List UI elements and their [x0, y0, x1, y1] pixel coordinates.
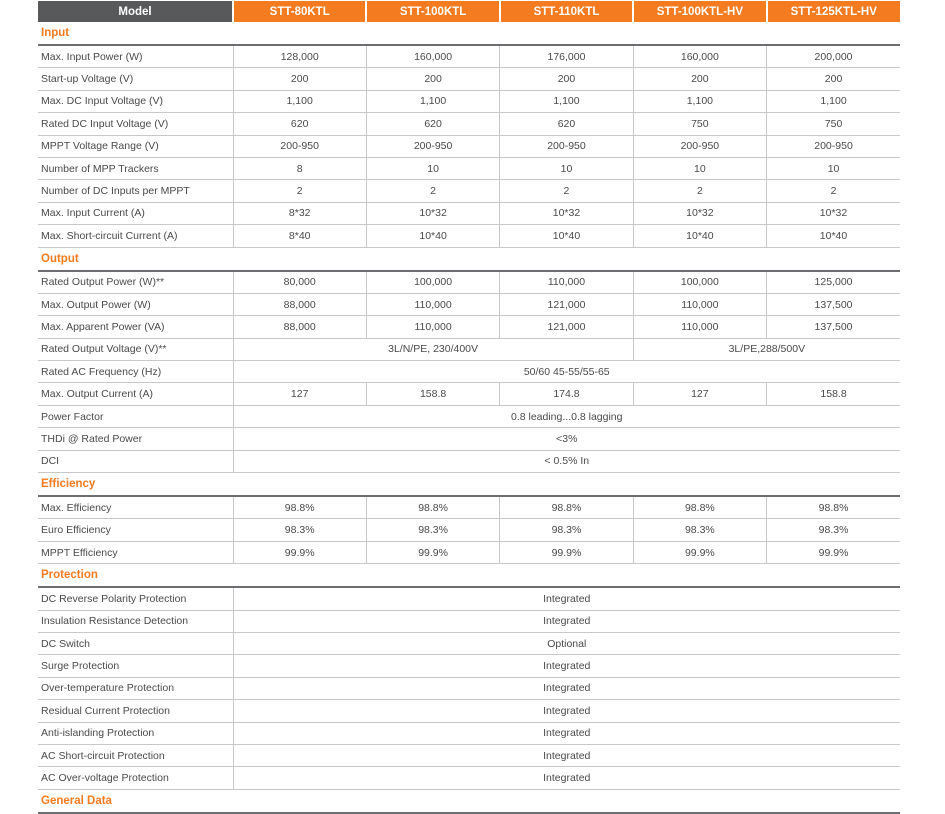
spec-value: 98.3% — [366, 519, 499, 541]
spec-value: 98.3% — [767, 519, 900, 541]
spec-value: 2 — [767, 180, 900, 202]
spec-value: 1,100 — [633, 90, 766, 112]
spec-label: Max. Short-circuit Current (A) — [38, 225, 233, 247]
spec-value: 99.9% — [633, 541, 766, 563]
spec-value: 10*40 — [633, 225, 766, 247]
spec-row — [38, 541, 900, 563]
model-name: STT-125KTL-HV — [767, 1, 900, 22]
spec-label: Max. DC Input Voltage (V) — [38, 90, 233, 112]
spec-value: 200 — [767, 68, 900, 90]
spec-row — [38, 316, 900, 338]
spec-label: AC Over-voltage Protection — [38, 767, 233, 789]
spec-label: Euro Efficiency — [38, 519, 233, 541]
spec-value: 1,100 — [500, 90, 633, 112]
spec-row — [38, 135, 900, 157]
model-name: STT-110KTL — [500, 1, 633, 22]
spec-value: 176,000 — [500, 45, 633, 68]
spec-row — [38, 202, 900, 224]
spec-value: 158.8 — [767, 383, 900, 405]
spec-value: 750 — [633, 113, 766, 135]
spec-label: DC Reverse Polarity Protection — [38, 587, 233, 610]
spec-value: 620 — [500, 113, 633, 135]
spec-value: 128,000 — [233, 45, 366, 68]
spec-label: DCI — [38, 450, 233, 472]
model-name: STT-80KTL — [233, 1, 366, 22]
spec-value: 8 — [233, 157, 366, 179]
spec-label: AC Short-circuit Protection — [38, 744, 233, 766]
spec-label: Over-temperature Protection — [38, 677, 233, 699]
spec-value: 88,000 — [233, 293, 366, 315]
spec-label: Rated Output Voltage (V)** — [38, 338, 233, 360]
spec-row — [38, 519, 900, 541]
spec-value: 99.9% — [500, 541, 633, 563]
spec-label: DC Switch — [38, 632, 233, 654]
spec-row — [38, 271, 900, 294]
spec-label: Anti-islanding Protection — [38, 722, 233, 744]
spec-row — [38, 361, 900, 383]
spec-value: 10*32 — [633, 202, 766, 224]
spec-value: 10*40 — [500, 225, 633, 247]
spec-value: 10 — [500, 157, 633, 179]
spec-row — [38, 383, 900, 405]
spec-label: Number of DC Inputs per MPPT — [38, 180, 233, 202]
spec-row — [38, 90, 900, 112]
spec-label: Max. Apparent Power (VA) — [38, 316, 233, 338]
spec-value: 2 — [366, 180, 499, 202]
spec-value: 2 — [633, 180, 766, 202]
spec-value: 750 — [767, 113, 900, 135]
spec-value: 99.9% — [767, 541, 900, 563]
section-title: Efficiency — [38, 473, 233, 497]
spec-value: <3% — [233, 428, 900, 450]
spec-row — [38, 157, 900, 179]
spec-value: 121,000 — [500, 293, 633, 315]
spec-label: MPPT Efficiency — [38, 541, 233, 563]
spec-row — [38, 405, 900, 427]
section-header-row — [38, 473, 900, 497]
spec-value: 10*32 — [500, 202, 633, 224]
spec-label: Max. Efficiency — [38, 496, 233, 519]
spec-value: < 0.5% In — [233, 450, 900, 472]
spec-value: 98.8% — [500, 496, 633, 519]
spec-label: Rated DC Input Voltage (V) — [38, 113, 233, 135]
spec-label: Start-up Voltage (V) — [38, 68, 233, 90]
section-title: Input — [38, 22, 233, 45]
spec-value: 110,000 — [366, 293, 499, 315]
spec-row — [38, 68, 900, 90]
spec-row — [38, 180, 900, 202]
spec-value: 1,100 — [233, 90, 366, 112]
spec-row — [38, 700, 900, 722]
spec-row — [38, 677, 900, 699]
spec-row — [38, 450, 900, 472]
spec-value: 200-950 — [366, 135, 499, 157]
spec-row — [38, 496, 900, 519]
spec-value: 200-950 — [767, 135, 900, 157]
spec-value: 98.3% — [633, 519, 766, 541]
spec-value: 98.3% — [500, 519, 633, 541]
spec-value: 200 — [500, 68, 633, 90]
section-header-row — [38, 789, 900, 813]
spec-value: 137,500 — [767, 293, 900, 315]
spec-value: 200 — [366, 68, 499, 90]
spec-value: Optional — [233, 632, 900, 654]
spec-value: 158.8 — [366, 383, 499, 405]
spec-value: 121,000 — [500, 316, 633, 338]
spec-row — [38, 722, 900, 744]
section-title: Protection — [38, 564, 233, 588]
spec-value: 80,000 — [233, 271, 366, 294]
spec-value: 99.9% — [366, 541, 499, 563]
spec-sheet — [38, 1, 900, 814]
spec-value: 10*32 — [767, 202, 900, 224]
spec-row — [38, 587, 900, 610]
spec-value: 620 — [233, 113, 366, 135]
spec-value: 2 — [500, 180, 633, 202]
spec-value: 99.9% — [233, 541, 366, 563]
spec-value: Integrated — [233, 767, 900, 789]
spec-value: 1,100 — [767, 90, 900, 112]
spec-label: Max. Output Power (W) — [38, 293, 233, 315]
spec-value: 3L/PE,288/500V — [633, 338, 900, 360]
spec-body — [38, 22, 900, 813]
spec-value: 620 — [366, 113, 499, 135]
spec-value: Integrated — [233, 677, 900, 699]
spec-value: 127 — [633, 383, 766, 405]
spec-value: Integrated — [233, 587, 900, 610]
spec-label: Insulation Resistance Detection — [38, 610, 233, 632]
model-name: STT-100KTL-HV — [633, 1, 766, 22]
section-rule — [233, 789, 900, 813]
spec-value: 98.8% — [233, 496, 366, 519]
spec-row — [38, 113, 900, 135]
spec-value: Integrated — [233, 700, 900, 722]
spec-value: 110,000 — [366, 316, 499, 338]
section-rule — [233, 564, 900, 588]
spec-value: Integrated — [233, 610, 900, 632]
spec-value: 50/60 45-55/55-65 — [233, 361, 900, 383]
spec-value: 110,000 — [633, 316, 766, 338]
spec-label: Power Factor — [38, 405, 233, 427]
spec-label: Surge Protection — [38, 655, 233, 677]
spec-value: 200 — [633, 68, 766, 90]
spec-value: Integrated — [233, 655, 900, 677]
spec-row — [38, 632, 900, 654]
spec-value: 100,000 — [633, 271, 766, 294]
section-rule — [233, 473, 900, 497]
spec-row — [38, 338, 900, 360]
spec-value: 10*32 — [366, 202, 499, 224]
spec-value: 8*40 — [233, 225, 366, 247]
spec-value: 98.8% — [767, 496, 900, 519]
spec-label: Rated AC Frequency (Hz) — [38, 361, 233, 383]
section-rule — [233, 22, 900, 45]
section-header-row — [38, 564, 900, 588]
spec-value: 200-950 — [233, 135, 366, 157]
spec-value: 10 — [767, 157, 900, 179]
spec-value: 10*40 — [366, 225, 499, 247]
spec-value: 110,000 — [500, 271, 633, 294]
spec-label: THDi @ Rated Power — [38, 428, 233, 450]
spec-value: 98.3% — [233, 519, 366, 541]
spec-row — [38, 655, 900, 677]
model-name: STT-100KTL — [366, 1, 499, 22]
spec-value: 127 — [233, 383, 366, 405]
section-title: Output — [38, 247, 233, 271]
spec-value: 160,000 — [366, 45, 499, 68]
spec-value: 200-950 — [500, 135, 633, 157]
spec-value: 10 — [633, 157, 766, 179]
spec-row — [38, 225, 900, 247]
spec-value: 200,000 — [767, 45, 900, 68]
spec-label: Rated Output Power (W)** — [38, 271, 233, 294]
spec-value: 125,000 — [767, 271, 900, 294]
spec-row — [38, 45, 900, 68]
spec-row — [38, 293, 900, 315]
section-rule — [233, 247, 900, 271]
spec-value: 160,000 — [633, 45, 766, 68]
spec-value: 98.8% — [633, 496, 766, 519]
spec-value: 8*32 — [233, 202, 366, 224]
spec-value: 110,000 — [633, 293, 766, 315]
spec-value: Integrated — [233, 744, 900, 766]
spec-label: Max. Input Current (A) — [38, 202, 233, 224]
section-header-row — [38, 22, 900, 45]
spec-table — [38, 1, 900, 814]
spec-value: 200 — [233, 68, 366, 90]
spec-label: Max. Output Current (A) — [38, 383, 233, 405]
model-header: Model — [38, 1, 233, 22]
spec-row — [38, 610, 900, 632]
spec-value: 98.8% — [366, 496, 499, 519]
section-header-row — [38, 247, 900, 271]
spec-label: Max. Input Power (W) — [38, 45, 233, 68]
spec-value: 2 — [233, 180, 366, 202]
spec-label: MPPT Voltage Range (V) — [38, 135, 233, 157]
spec-row — [38, 428, 900, 450]
spec-value: 10 — [366, 157, 499, 179]
spec-value: 174.8 — [500, 383, 633, 405]
header-row — [38, 1, 900, 22]
spec-value: 100,000 — [366, 271, 499, 294]
spec-value: 137,500 — [767, 316, 900, 338]
spec-value: 1,100 — [366, 90, 499, 112]
spec-value: 0.8 leading...0.8 lagging — [233, 405, 900, 427]
spec-label: Residual Current Protection — [38, 700, 233, 722]
spec-value: Integrated — [233, 722, 900, 744]
spec-value: 10*40 — [767, 225, 900, 247]
spec-row — [38, 767, 900, 789]
spec-row — [38, 744, 900, 766]
spec-label: Number of MPP Trackers — [38, 157, 233, 179]
spec-value: 88,000 — [233, 316, 366, 338]
spec-value: 3L/N/PE, 230/400V — [233, 338, 633, 360]
spec-value: 200-950 — [633, 135, 766, 157]
section-title: General Data — [38, 789, 233, 813]
